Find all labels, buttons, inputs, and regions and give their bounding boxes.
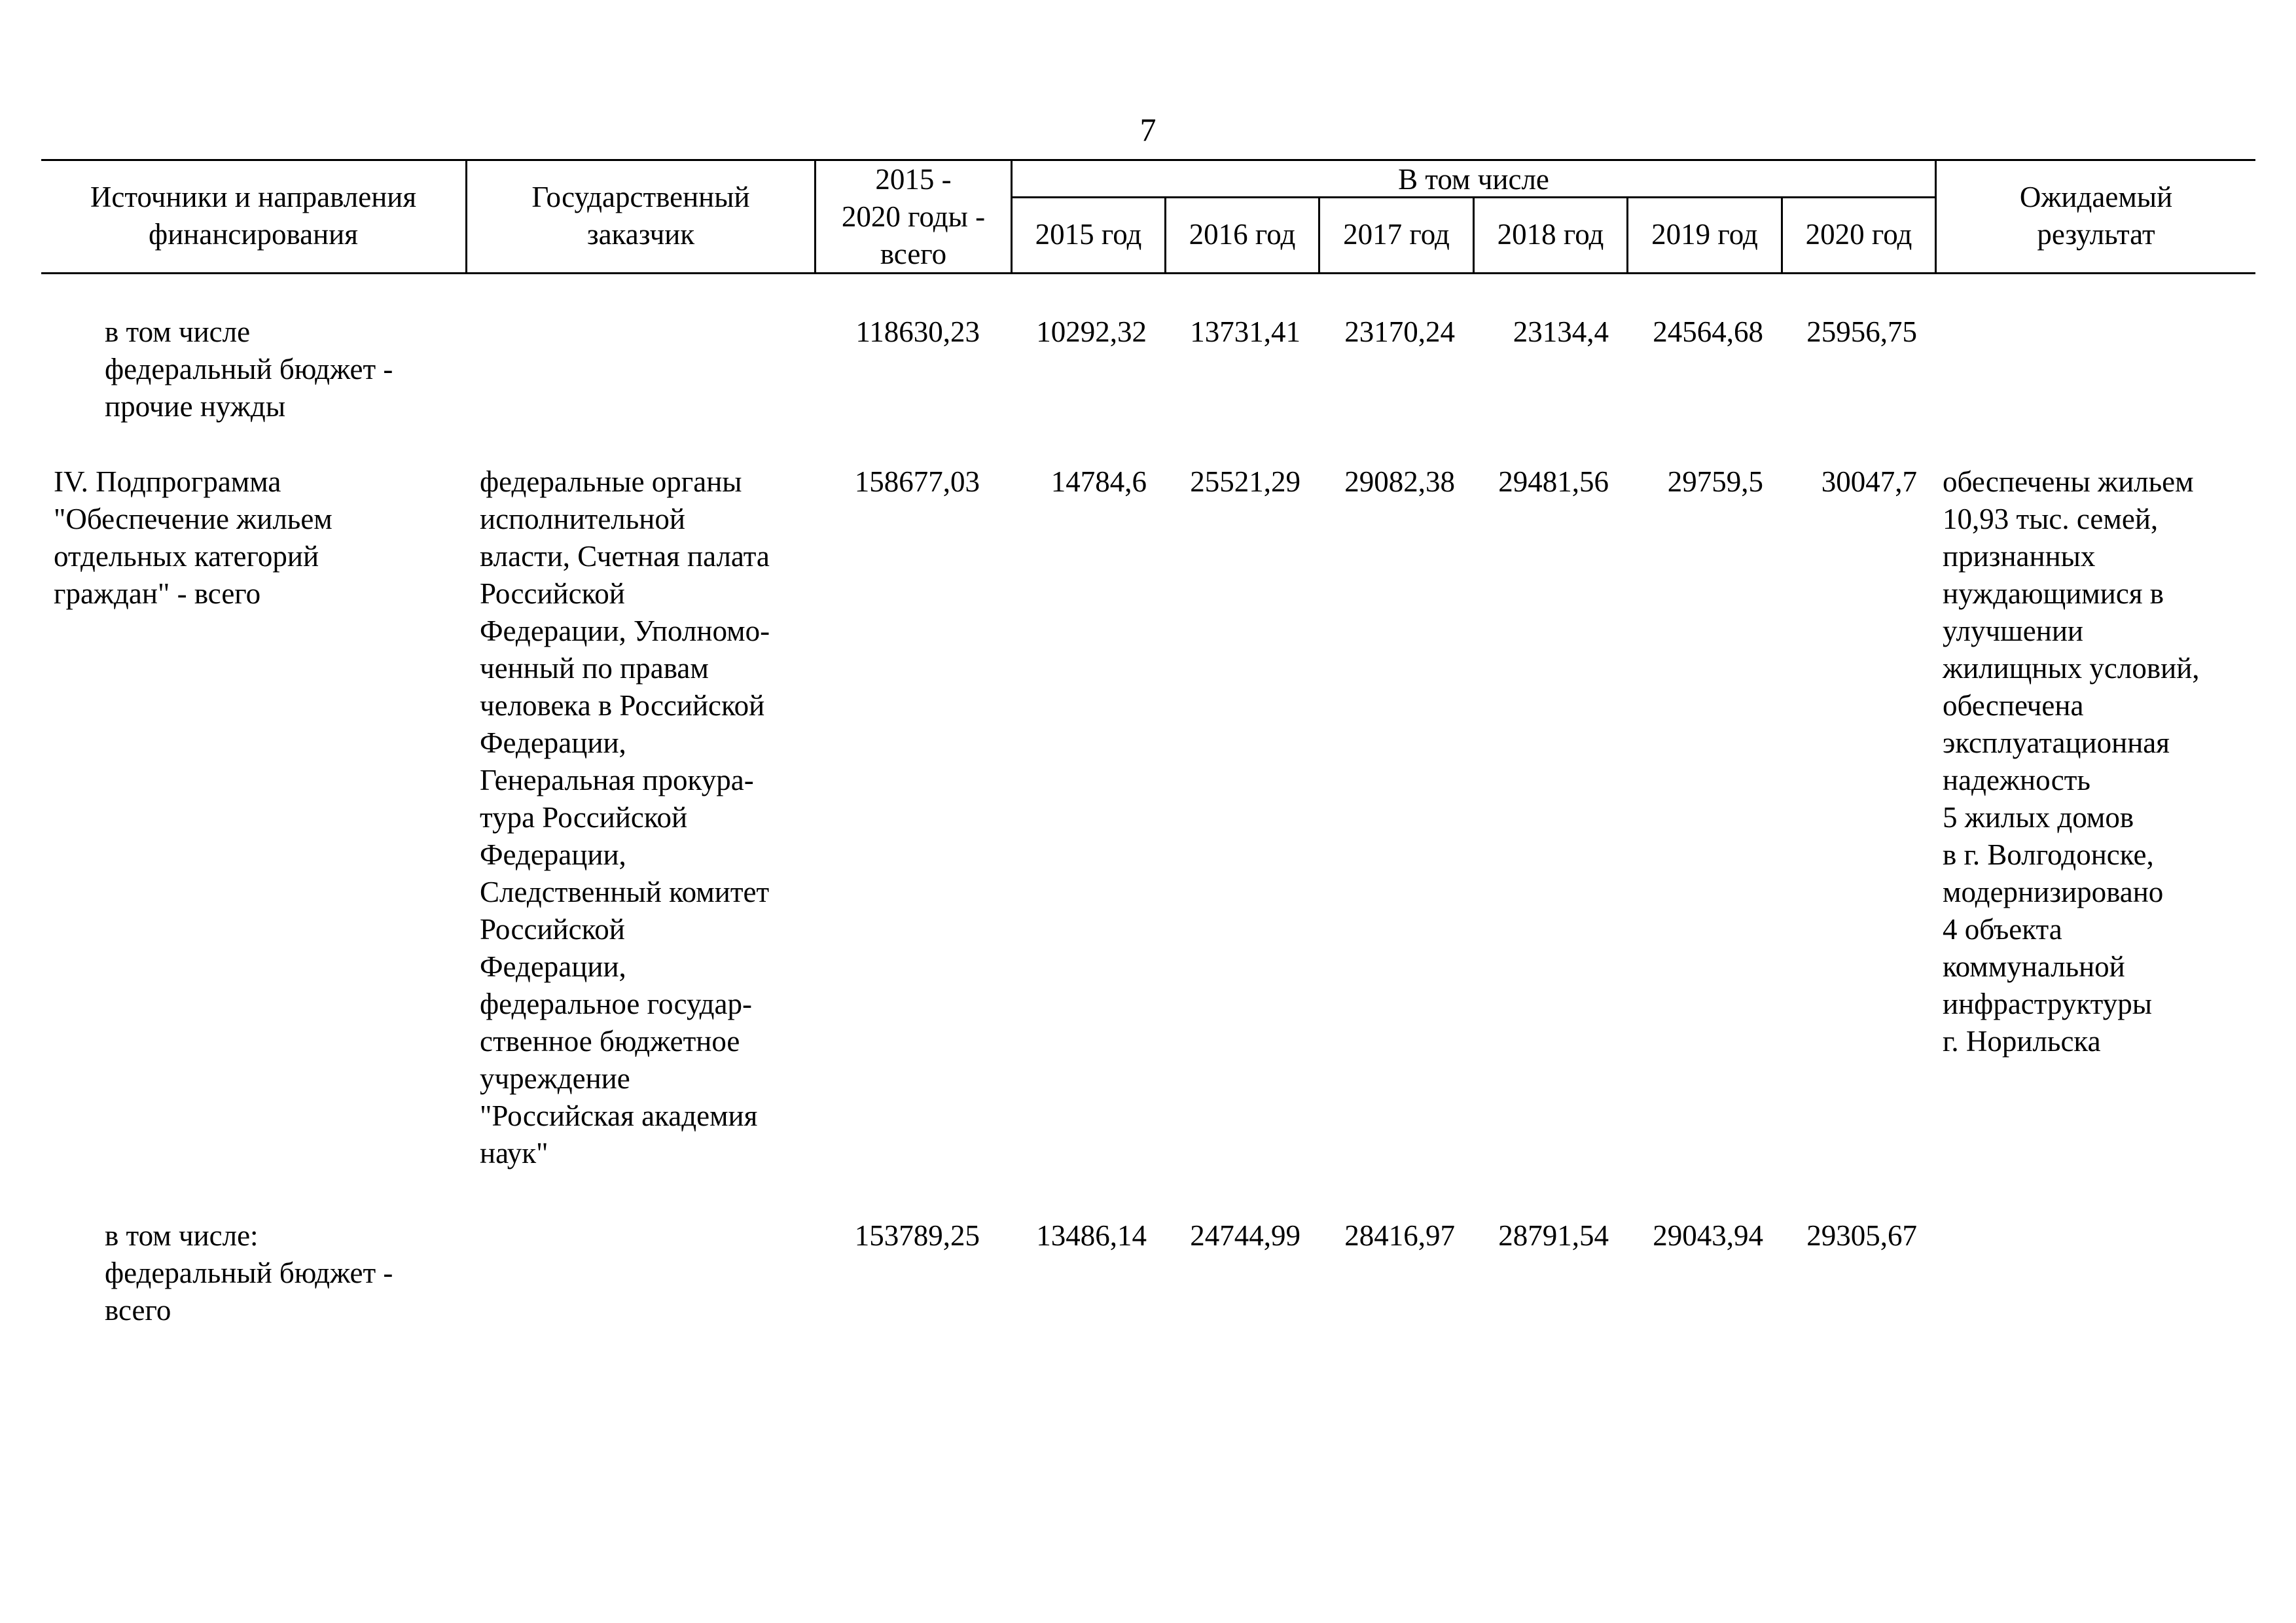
row-source: IV. Подпрограмма "Обеспечение жильем отдельных категорий граждан" - всего	[54, 465, 332, 610]
row-value-2020: 29305,67	[1806, 1219, 1917, 1252]
header-including: В том числе	[1398, 163, 1549, 196]
row-value-2015: 13486,14	[1036, 1219, 1147, 1252]
header-year-2017: 2017 год	[1343, 218, 1450, 251]
row-value-2020: 25956,75	[1806, 315, 1917, 348]
header-year-2018: 2018 год	[1497, 218, 1604, 251]
row-source: в том числе: федеральный бюджет - всего	[105, 1219, 393, 1327]
row-total: 118630,23	[855, 315, 980, 348]
header-year-2019: 2019 год	[1651, 218, 1758, 251]
row-value-2017: 28416,97	[1344, 1219, 1455, 1252]
row-value-2020: 30047,7	[1821, 465, 1917, 498]
header-total: 2015 - 2020 годы - всего	[841, 163, 986, 270]
row-value-2015: 10292,32	[1036, 315, 1147, 348]
header-year-2020: 2020 год	[1805, 218, 1912, 251]
page-number: 7	[1139, 111, 1157, 148]
header-result: Ожидаемый результат	[2019, 181, 2173, 251]
row-result: обеспечены жильем 10,93 тыс. семей, признанных нуждающимися в улучшении жилищных условий, обеспечена эксплуатационная надежность 5 жилых домов в г. Волгодонске, модернизировано 4 объекта коммунальной инфраструктуры г. Норильска	[1943, 465, 2200, 1058]
header-year-2016: 2016 год	[1189, 218, 1296, 251]
row-value-2019: 24564,68	[1653, 315, 1763, 348]
row-value-2018: 23134,4	[1513, 315, 1609, 348]
header-bottom-rule	[41, 272, 2255, 274]
row-value-2019: 29759,5	[1667, 465, 1763, 498]
row-total: 158677,03	[854, 465, 980, 498]
row-value-2018: 28791,54	[1498, 1219, 1609, 1252]
header-year-2015: 2015 год	[1035, 218, 1142, 251]
row-value-2016: 25521,29	[1190, 465, 1300, 498]
header-sources: Источники и направления финансирования	[90, 181, 417, 251]
row-customer: федеральные органы исполнительной власти, Счетная палата Российской Федерации, Уполномо- ченный по правам человека в Российской Федерации, Генеральная прокура- тура Российской Федерации, Следственный комитет Российской Федерации, федеральное государ- ственное бюджетное учреждение "Российская академия наук"	[480, 465, 770, 1169]
row-value-2017: 29082,38	[1344, 465, 1455, 498]
row-value-2017: 23170,24	[1344, 315, 1455, 348]
row-value-2015: 14784,6	[1050, 465, 1147, 498]
row-value-2018: 29481,56	[1498, 465, 1609, 498]
row-total: 153789,25	[854, 1219, 980, 1252]
header-customer: Государственный заказчик	[531, 181, 750, 251]
row-value-2019: 29043,94	[1653, 1219, 1763, 1252]
row-source: в том числе федеральный бюджет - прочие нужды	[105, 315, 393, 423]
row-value-2016: 13731,41	[1190, 315, 1300, 348]
row-value-2016: 24744,99	[1190, 1219, 1300, 1252]
